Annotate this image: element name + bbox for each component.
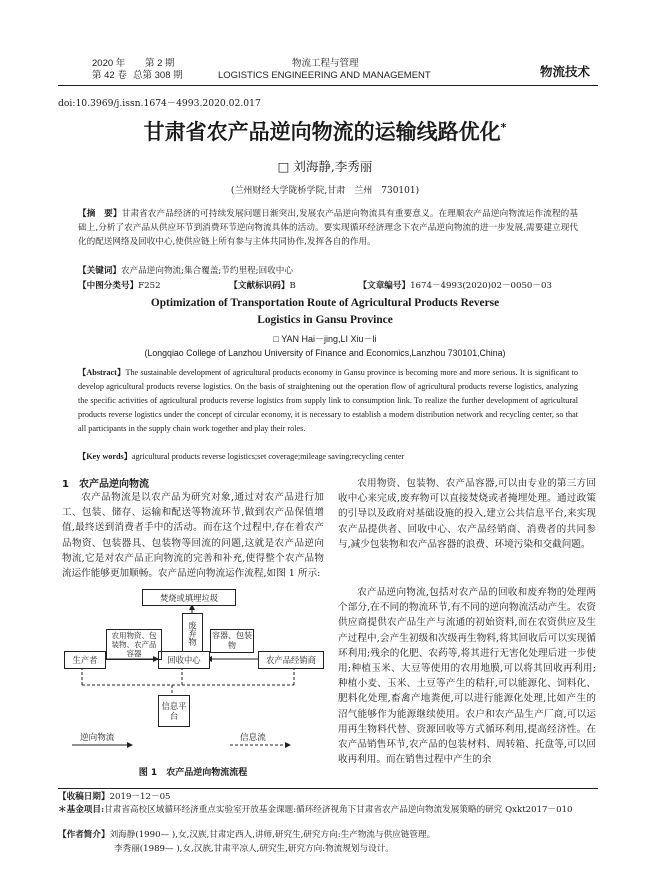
section-1-heading: 1 农产品逆向物流	[62, 479, 149, 490]
title-cn-text: 甘肃省农产品逆向物流的运输线路优化	[143, 120, 501, 144]
right-paragraph-1: 农用物资、包装物、农产品容器,可以由专业的第三方回收中心来完成,废弃物可以直接焚烧或者掩埋处理。通过政策的引导以及政府对基础设施的投入,建立公共信息平台,来实现农产品提供者、回收中心、农产品经销商、消费者的共同参与,减少包装物和农产品容器的浪费、环境污染和交截问题。	[338, 478, 596, 550]
received-date: 2019－12－05	[109, 792, 171, 802]
footer-rule	[58, 788, 598, 789]
right-paragraph-2: 农产品逆向物流,包括对农产品的回收和废弃物的处理两个部分,在不同的物流环节,有不同的逆向物流活动产生。农资供应商提供农产品生产与流通的初始资料,而在农资供应及生产过程中,会产生初级和次级再生物料,将其回收后可以实现循环利用;残余的化肥、农药等,将其进行无害化处理后进一步使用;种植玉米、大豆等使用的农用地膜,可以将其回收再利用;种植小麦、玉米、土豆等产生的秸秆,可以能源化、饲料化、肥料化处理,畜禽产地粪便,可以进行能源化处理,比如产生的沼气能够作为能源继续使用。农户和农产品生产厂商,可以运用再生物料代替、资源回收等方式循环利用,提高经济性。在农产品销售环节,农产品的包装材料、周转箱、托盘等,可以回收再利用。而在销售过程中产生的余	[338, 587, 596, 766]
figure-1	[62, 585, 324, 790]
header-year: 2020 年	[92, 58, 126, 69]
article-no-value: 1674－4993(2020)02－0050－03	[410, 281, 552, 291]
title-cn	[0, 116, 650, 146]
abstract-cn-text: 甘肃省农产品经济的可持续发展问题日渐突出,发展农产品逆向物流具有重要意义。在理顺农产品逆向物流运作流程的基础上,分析了农产品从供应环节到消费环节逆向物流具体的活动。要实现循环经济理念下农产品逆向物流的进一步发展,需要建立现代化的配送网络及回收中心,使供应链上所有参与主体共同协作,发挥各自的作用。	[78, 209, 578, 247]
recycle-center-box: 回收中心	[158, 651, 210, 669]
incinerate-box: 焚烧或填埋垃圾	[142, 589, 236, 606]
author-bio-label: 【作者简介】	[58, 830, 110, 840]
title-en-line2: Logistics in Gansu Province	[257, 314, 393, 326]
keywords-en	[78, 450, 578, 464]
discard-box: 废弃物	[182, 613, 203, 653]
title-mark: *	[500, 121, 507, 134]
header-volume: 第 42 卷	[92, 70, 127, 81]
header-total-issue: 总第 308 期	[133, 70, 183, 81]
clc-label: 【中图分类号】	[78, 281, 139, 291]
authors-en: □ YAN Hai－jing,LI Xiu－li	[273, 334, 377, 344]
doi: doi:10.3969/j.issn.1674－4993.2020.02.017	[58, 98, 261, 109]
keywords-cn-text: 农产品逆向物流;集合覆盖;节约里程;回收中心	[120, 266, 293, 276]
received-label: 【收稿日期】	[58, 792, 110, 802]
header-issue: 第 2 期	[145, 58, 175, 69]
header-journal-cn: 物流工程与管理	[292, 58, 359, 69]
keywords-en-label: 【Key words】	[78, 452, 132, 461]
footer-received	[58, 791, 598, 804]
legend-info-flow: 信息流	[240, 733, 266, 743]
left-items-label: 农用物资、包装物、农产品容器	[106, 629, 162, 660]
abstract-cn	[78, 207, 578, 249]
header-section: 物流技术	[540, 65, 591, 79]
legend-reverse-flow: 逆向物流	[80, 733, 115, 743]
fund-label: ＊基金项目:	[58, 805, 105, 815]
footer-fund	[58, 804, 588, 817]
abstract-en-text: The sustainable development of agricultural products economy in Gansu province is becoming more and more serious. It is significant to develop agricultural products reverse logistics. On the basis of straightening out the operation flow of agricultural products reverse logistics, analyzing the specific activities of agricultural products reverse logistics from supply link to consumption link. To realize the further development of agricultural products reverse logistics under the concept of circular economy, it is necessary to establish a modern distribution network and recycling center, so that all participants in the supply chain work together and play their roles.	[78, 368, 578, 434]
info-platform-box: 信息平台	[158, 695, 190, 727]
doc-code-label: 【文献标识码】	[229, 281, 290, 291]
footer-author-1	[58, 829, 598, 842]
article-no-label: 【文章编号】	[358, 281, 411, 291]
keywords-cn-label: 【关键词】	[78, 266, 121, 276]
affiliation-en: (Longqiao College of Lanzhou University of Finance and Economics,Lanzhou 730101,China)	[144, 348, 506, 358]
abstract-cn-label: 【摘 要】	[78, 209, 122, 219]
header-journal-en: LOGISTICS ENGINEERING AND MANAGEMENT	[218, 70, 431, 81]
header-rule	[58, 85, 598, 86]
footer-author-2: 李秀丽(1989— ),女,汉族,甘肃平凉人,研究生,研究方向:物流规划与设计。	[114, 844, 394, 854]
producer-box: 生产者	[64, 651, 106, 669]
fund-text: 甘肃省高校区域循环经济重点实验室开放基金课题:循环经济视角下甘肃省农产品逆向物流发展策略的研究 Qxkt2017－010	[104, 805, 573, 815]
clc-value: F252	[138, 281, 161, 291]
keywords-cn	[78, 264, 578, 278]
left-paragraph: 农产品物流是以农产品为研究对象,通过对农产品进行加工、包装、储存、运输和配送等物流环节,做到农产品保值增值,最终送到消费者手中的活动。而在这个过程中,存在着农产品物资、包装器具、包装物等回流的问题,这就是农产品逆向物流,它是对农产品正向物流的完善和补充,使得整个农产品物流运作能够更加顺畅。农产品逆向物流运作流程,如图 1 所示:	[62, 492, 324, 580]
classification-row	[78, 279, 578, 293]
figure-1-caption: 图 1 农产品逆向物流流程	[138, 768, 248, 778]
title-en-line1: Optimization of Transportation Route of Agricultural Products Reverse	[150, 297, 500, 309]
doc-code-value: B	[289, 281, 296, 291]
right-items-label: 容器、包装物	[210, 629, 254, 653]
abstract-en	[78, 366, 578, 436]
affiliation-cn: (兰州财经大学陇桥学院,甘肃 兰州 730101)	[230, 186, 420, 196]
author-1-bio: 刘海静(1990— ),女,汉族,甘肃定西人,讲师,研究生,研究方向:生产物流与供应链管理。	[109, 830, 436, 840]
authors-cn: □ 刘海静,李秀丽	[277, 159, 373, 174]
keywords-en-text: agricultural products reverse logistics;set coverage;mileage saving;recycling center	[131, 452, 405, 461]
abstract-en-label: 【Abstract】	[78, 368, 126, 377]
distributor-box: 农产品经销商	[258, 651, 324, 669]
